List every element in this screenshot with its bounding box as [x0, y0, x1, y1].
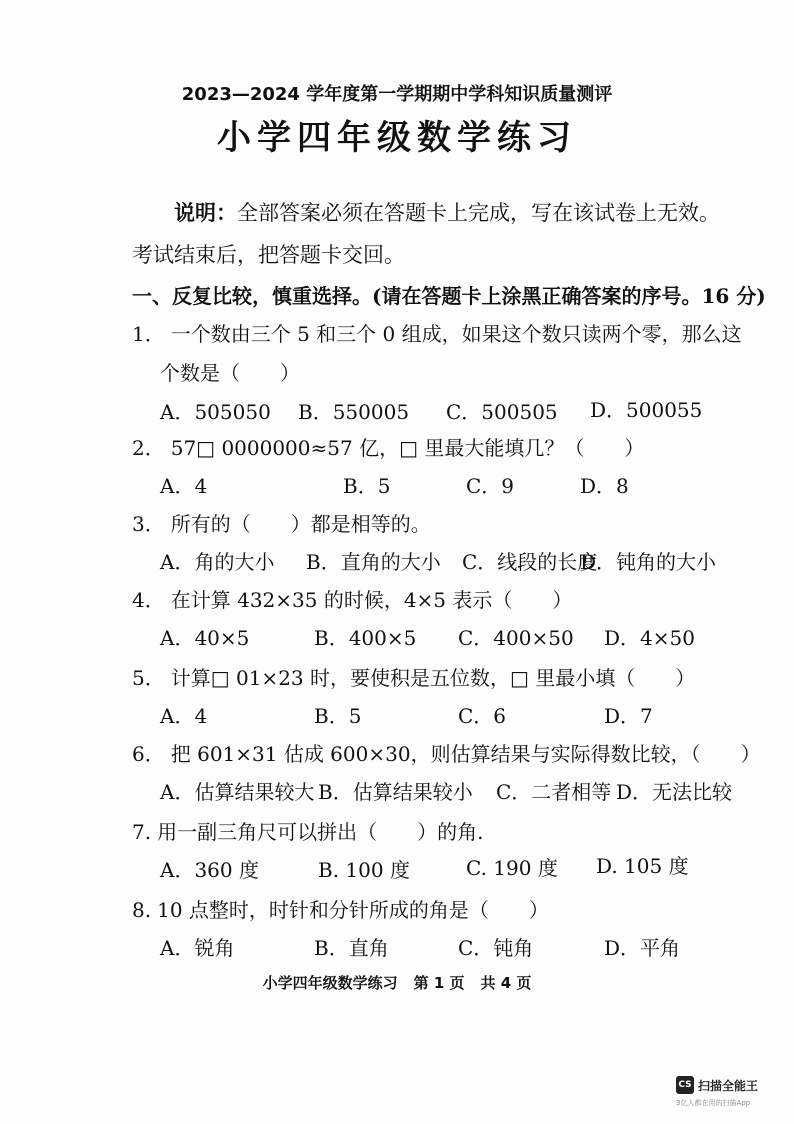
exam-title: 小学四年级数学练习 — [217, 118, 577, 158]
scanner-watermark — [676, 1074, 786, 1110]
instructions — [132, 192, 740, 276]
camscanner-logo-icon: CS — [676, 1076, 694, 1094]
question-number: 2． — [132, 436, 165, 460]
option-b: B．5 — [314, 704, 362, 728]
footer-title: 小学四年级数学练习 — [262, 974, 398, 992]
watermark-app-name: 扫描全能王 — [698, 1079, 759, 1093]
question-6 — [132, 738, 761, 767]
option-a: A．360 度 — [160, 858, 259, 882]
option-b: B．400×5 — [314, 626, 417, 650]
page-footer — [0, 972, 794, 993]
option-d: D．无法比较 — [616, 780, 733, 804]
instructions-label: 说明： — [174, 200, 237, 225]
option-a: A．4 — [160, 474, 208, 498]
option-b: B．5 — [343, 474, 391, 498]
option-a: A．锐角 — [160, 936, 235, 960]
option-b: B. 100 度 — [318, 858, 410, 882]
option-d: D．4×50 — [604, 626, 695, 650]
question-8 — [132, 894, 549, 923]
option-a: A．角的大小 — [160, 550, 275, 574]
question-number: 3． — [132, 512, 165, 536]
option-c: C．6 — [458, 704, 507, 728]
instructions-text: 全部答案必须在答题卡上完成，写在该试卷上无效。考试结束后，把答题卡交回。 — [132, 201, 720, 267]
option-c: C．9 — [466, 474, 515, 498]
question-text: 57□ 0000000≈57 亿，□ 里最大能填几？（ ） — [170, 436, 645, 460]
option-d: D. 105 度 — [596, 854, 689, 878]
option-c: C．钝角 — [458, 936, 534, 960]
exam-subtitle: 2023—2024 学年度第一学期期中学科知识质量测评 — [181, 84, 613, 105]
option-d: D．500055 — [590, 398, 703, 422]
option-d: D．8 — [580, 474, 629, 498]
watermark-tagline: 3亿人都在用的扫描App — [676, 1099, 751, 1107]
section-title: 一、反复比较，慎重选择。(请在答题卡上涂黑正确答案的序号。16 分) — [132, 284, 766, 308]
question-text: 用一副三角尺可以拼出（ ）的角. — [157, 820, 484, 844]
question-4 — [132, 584, 572, 613]
question-text: 计算□ 01×23 时，要使积是五位数，□ 里最小填（ ） — [170, 666, 696, 690]
question-text: 在计算 432×35 的时候，4×5 表示（ ） — [170, 588, 573, 612]
page-total: 共 4 页 — [480, 974, 532, 992]
question-number: 5． — [132, 666, 165, 690]
option-b: B．直角的大小 — [306, 550, 441, 574]
option-a: A．505050 — [160, 400, 271, 424]
option-d: D．7 — [604, 704, 653, 728]
question-7 — [132, 816, 483, 845]
option-b: B．直角 — [314, 936, 389, 960]
question-text: 把 601×31 估成 600×30，则估算结果与实际得数比较，（ ） — [170, 742, 761, 766]
page-number: 第 1 页 — [413, 974, 465, 992]
option-c: C．二者相等 — [496, 780, 612, 804]
question-3 — [132, 508, 431, 537]
option-c: C．线段的长度 — [462, 550, 598, 574]
question-5 — [132, 662, 695, 691]
question-1-continued: 个数是（ ） — [160, 361, 300, 385]
option-a: A．40×5 — [160, 626, 250, 650]
question-number: 1． — [132, 322, 165, 346]
option-d: D．平角 — [604, 936, 681, 960]
question-1 — [132, 318, 742, 347]
option-c: C. 190 度 — [466, 856, 558, 880]
option-b: B．估算结果较小 — [318, 780, 473, 804]
option-c: C．500505 — [446, 400, 558, 424]
question-text: 10 点整时，时针和分针所成的角是（ ） — [157, 898, 549, 922]
option-d: D．钝角的大小 — [580, 550, 717, 574]
option-a: A．4 — [160, 704, 208, 728]
question-number: 6． — [132, 742, 165, 766]
question-number: 4． — [132, 588, 165, 612]
question-text: 一个数由三个 5 和三个 0 组成，如果这个数只读两个零，那么这 — [170, 322, 742, 346]
question-text: 所有的（ ）都是相等的。 — [170, 512, 431, 536]
option-c: C．400×50 — [458, 626, 574, 650]
question-number: 8. — [132, 898, 152, 922]
option-b: B．550005 — [298, 400, 410, 424]
question-2 — [132, 432, 644, 461]
question-number: 7. — [132, 820, 152, 844]
option-a: A．估算结果较大 — [160, 780, 315, 804]
